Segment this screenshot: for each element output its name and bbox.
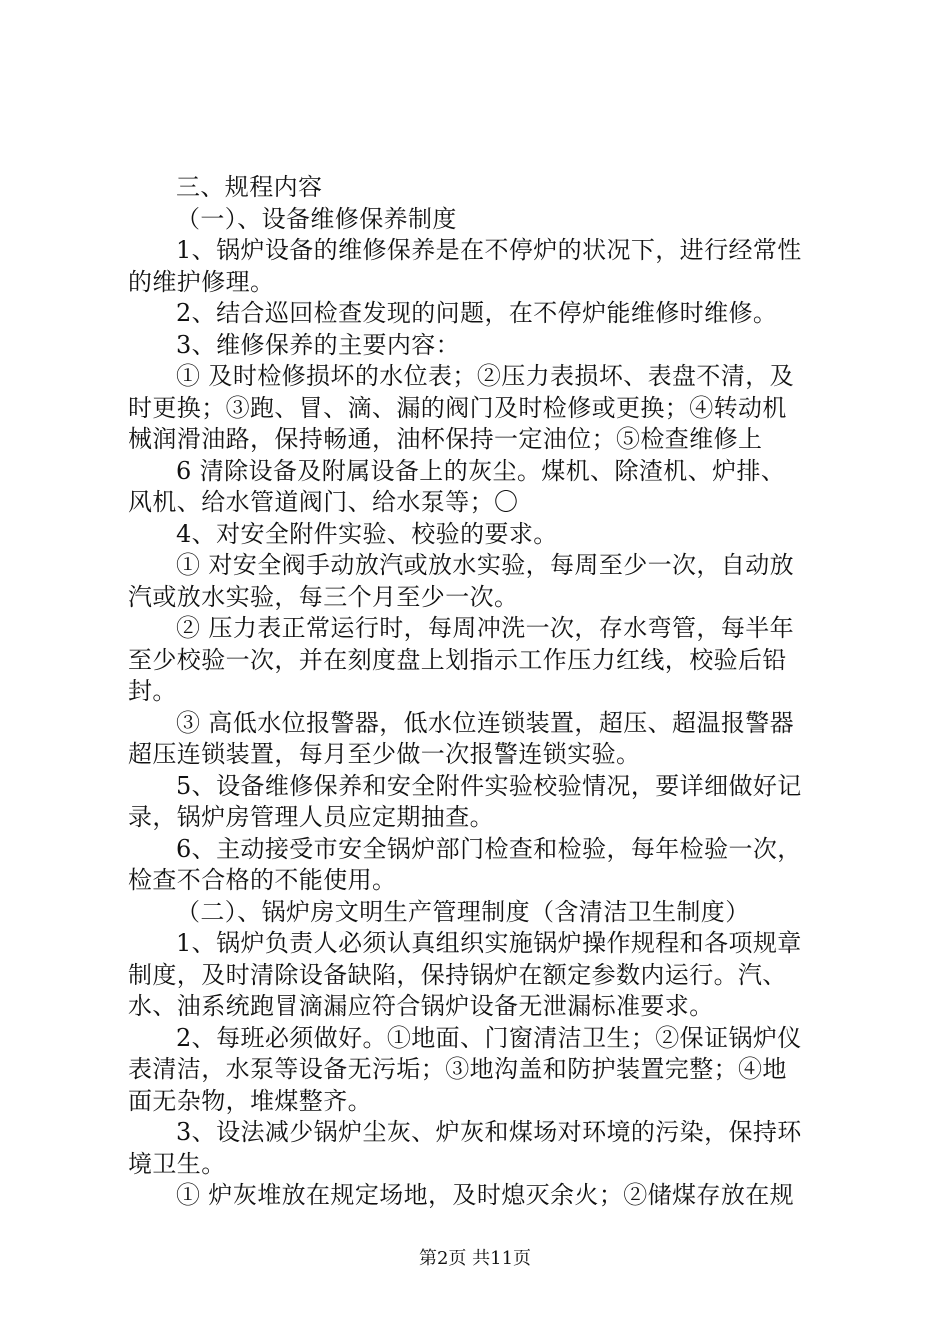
document-line: 面无杂物，堆煤整齐。 (128, 1086, 372, 1115)
document-line: ① 炉灰堆放在规定场地，及时熄灭余火；②储煤存放在规 (176, 1181, 795, 1209)
document-line: 封。 (128, 677, 177, 705)
document-line: 时更换；③跑、冒、滴、漏的阀门及时检修或更换；④转动机 (128, 393, 787, 422)
document-line: 三、规程内容 (176, 173, 323, 201)
document-line: 3、设法减少锅炉尘灰、炉灰和煤场对环境的污染，保持环 (176, 1118, 802, 1146)
document-line: ① 对安全阀手动放汽或放水实验，每周至少一次，自动放 (176, 551, 795, 579)
document-line: 汽或放水实验，每三个月至少一次。 (128, 582, 519, 611)
document-line: 6、主动接受市安全锅炉部门检查和检验，每年检验一次， (176, 834, 802, 863)
document-line: 1、锅炉负责人必须认真组织实施锅炉操作规程和各项规章 (176, 929, 802, 957)
document-line: 4、对安全附件实验、校验的要求。 (176, 519, 558, 548)
document-line: 超压连锁装置，每月至少做一次报警连锁实验。 (128, 740, 641, 768)
document-line: ③ 高低水位报警器，低水位连锁装置，超压、超温报警器 (176, 708, 795, 737)
document-line: 制度，及时清除设备缺陷，保持锅炉在额定参数内运行。汽、 (128, 960, 787, 989)
document-line: 5、设备维修保养和安全附件实验校验情况，要详细做好记 (176, 771, 802, 800)
page-number-footer: 第2页 共11页 (418, 1248, 532, 1269)
document-line: 1、锅炉设备的维修保养是在不停炉的状况下，进行经常性 (176, 236, 802, 264)
document-line: （二）、锅炉房文明生产管理制度（含清洁卫生制度） (176, 897, 750, 926)
document-line: 表清洁，水泵等设备无污垢；③地沟盖和防护装置完整；④地 (128, 1055, 787, 1083)
document-line: 械润滑油路，保持畅通，油杯保持一定油位；⑤检查维修上 (128, 425, 763, 453)
document-line: 2、每班必须做好。①地面、门窗清洁卫生；②保证锅炉仪 (176, 1023, 802, 1052)
document-line: 的维护修理。 (128, 267, 275, 296)
document-line: 检查不合格的不能使用。 (128, 866, 397, 894)
document-line: ② 压力表正常运行时，每周冲洗一次，存水弯管，每半年 (176, 614, 795, 642)
document-line: 2、结合巡回检查发现的问题，在不停炉能维修时维修。 (176, 299, 778, 327)
document-line: （一）、设备维修保养制度 (176, 204, 457, 233)
document-body (128, 172, 830, 1212)
document-line: 境卫生。 (128, 1149, 226, 1178)
document-line: ① 及时检修损坏的水位表；②压力表损坏、表盘不清，及 (176, 362, 795, 390)
document-line: 3、维修保养的主要内容： (176, 330, 461, 359)
document-line: 录，锅炉房管理人员应定期抽查。 (128, 803, 494, 831)
document-line: 水、油系统跑冒滴漏应符合锅炉设备无泄漏标准要求。 (128, 992, 714, 1020)
document-line: 6 清除设备及附属设备上的灰尘。煤机、除渣机、炉排、 (176, 456, 786, 485)
document-line: 风机、给水管道阀门、给水泵等；〇 (128, 488, 519, 516)
document-line: 至少校验一次，并在刻度盘上划指示工作压力红线，校验后铅 (128, 645, 787, 674)
